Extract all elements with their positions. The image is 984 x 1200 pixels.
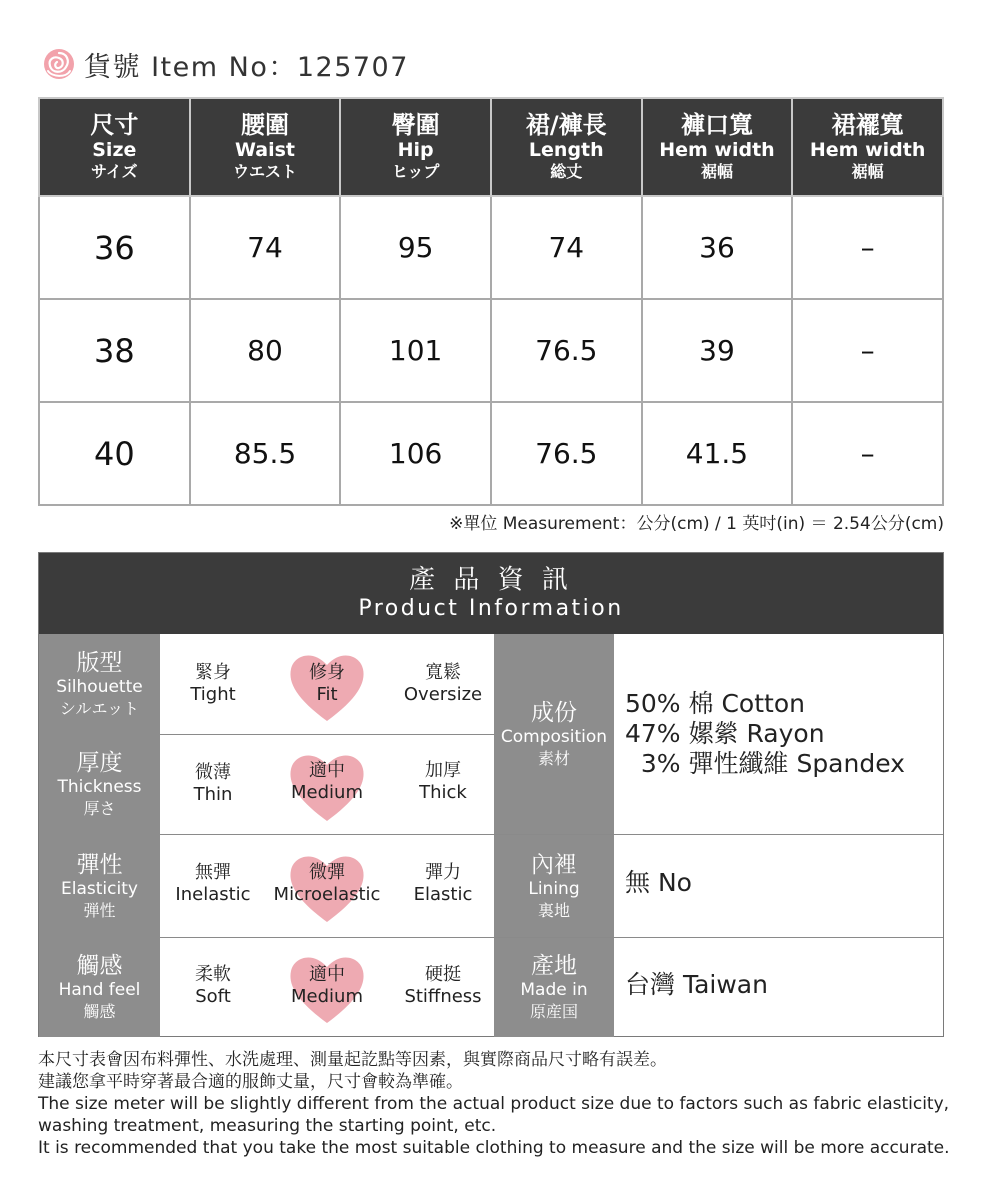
option-microelastic-selected: 微彈 Microelastic — [273, 862, 381, 905]
header-waist: 腰圍 Waist ウエスト — [190, 98, 341, 196]
composition-line: 47% 嫘縈 Rayon — [625, 719, 825, 748]
label-lining: 內裡 Lining 裏地 — [494, 835, 614, 938]
disclaimer-line: washing treatment, measuring the starting point, etc. — [38, 1116, 497, 1136]
size-value: 36 — [39, 196, 190, 299]
hip-value: 101 — [340, 299, 491, 402]
made-in-value: 台灣 Taiwan — [625, 970, 768, 999]
length-value: 76.5 — [491, 299, 642, 402]
product-info-title-en: Product Information — [358, 596, 624, 621]
table-row — [39, 299, 943, 402]
skirt-hem-value: – — [792, 299, 943, 402]
size-table-header — [39, 98, 943, 196]
header-length: 裙/褲長 Length 総丈 — [491, 98, 642, 196]
label-thickness: 厚度 Thickness 厚さ — [39, 735, 160, 835]
composition-values — [625, 689, 905, 779]
header-size: 尺寸 Size サイズ — [39, 98, 190, 196]
option-thin: 微薄 Thin — [193, 762, 233, 805]
waist-value: 74 — [190, 196, 341, 299]
skirt-hem-value: – — [792, 402, 943, 505]
header-pants-hem-width: 褲口寬 Hem width 裾幅 — [642, 98, 793, 196]
pants-hem-value: 39 — [642, 299, 793, 402]
lining-value: 無 No — [625, 868, 692, 897]
label-silhouette: 版型 Silhouette シルエット — [39, 634, 160, 735]
size-table — [38, 97, 944, 506]
pants-hem-value: 41.5 — [642, 402, 793, 505]
title-row — [42, 44, 409, 84]
size-value: 40 — [39, 402, 190, 505]
option-thick: 加厚 Thick — [419, 760, 467, 803]
composition-line: 3% 彈性纖維 Spandex — [625, 749, 905, 778]
measurement-note: ※單位 Measurement：公分(cm) / 1 英吋(in) ＝ 2.54公分(cm) — [449, 514, 944, 534]
disclaimer — [38, 1049, 950, 1159]
label-elasticity: 彈性 Elasticity 弾性 — [39, 835, 160, 938]
header-hip: 臀圍 Hip ヒップ — [340, 98, 491, 196]
composition-line: 50% 棉 Cotton — [625, 689, 805, 718]
disclaimer-line: 建議您拿平時穿著最合適的服飾丈量，尺寸會較為準確。 — [38, 1072, 463, 1092]
product-information-header — [39, 553, 943, 634]
option-medium-selected: 適中 Medium — [291, 964, 363, 1007]
waist-value: 85.5 — [190, 402, 341, 505]
length-value: 74 — [491, 196, 642, 299]
hip-value: 95 — [340, 196, 491, 299]
option-elastic: 彈力 Elastic — [413, 862, 473, 905]
disclaimer-line: The size meter will be slightly different from the actual product size due to factors such as fabric elasticity, — [38, 1094, 950, 1114]
size-value: 38 — [39, 299, 190, 402]
label-hand-feel: 觸感 Hand feel 觸感 — [39, 938, 160, 1037]
hip-value: 106 — [340, 402, 491, 505]
product-info-title-zh: 產 品 資 訊 — [409, 565, 573, 595]
option-medium-selected: 適中 Medium — [291, 760, 363, 803]
option-inelastic: 無彈 Inelastic — [175, 862, 251, 905]
label-composition: 成份 Composition 素材 — [494, 634, 614, 835]
rose-icon — [42, 47, 76, 81]
option-tight: 緊身 Tight — [190, 662, 236, 705]
option-oversize: 寬鬆 Oversize — [403, 662, 483, 705]
skirt-hem-value: – — [792, 196, 943, 299]
product-information-panel — [38, 552, 944, 1037]
table-row — [39, 402, 943, 505]
disclaimer-line: It is recommended that you take the most suitable clothing to measure and the size will be more accurate. — [38, 1138, 950, 1158]
option-soft: 柔軟 Soft — [195, 964, 231, 1007]
label-made-in: 產地 Made in 原産国 — [494, 938, 614, 1037]
header-skirt-hem-width: 裙襬寬 Hem width 裾幅 — [792, 98, 943, 196]
item-number-title: 貨號 Item No：125707 — [84, 51, 409, 83]
option-stiffness: 硬挺 Stiffness — [404, 964, 482, 1007]
length-value: 76.5 — [491, 402, 642, 505]
pants-hem-value: 36 — [642, 196, 793, 299]
option-fit-selected: 修身 Fit — [309, 662, 345, 705]
waist-value: 80 — [190, 299, 341, 402]
table-row — [39, 196, 943, 299]
disclaimer-line: 本尺寸表會因布料彈性、水洗處理、測量起訖點等因素，與實際商品尺寸略有誤差。 — [38, 1050, 667, 1070]
